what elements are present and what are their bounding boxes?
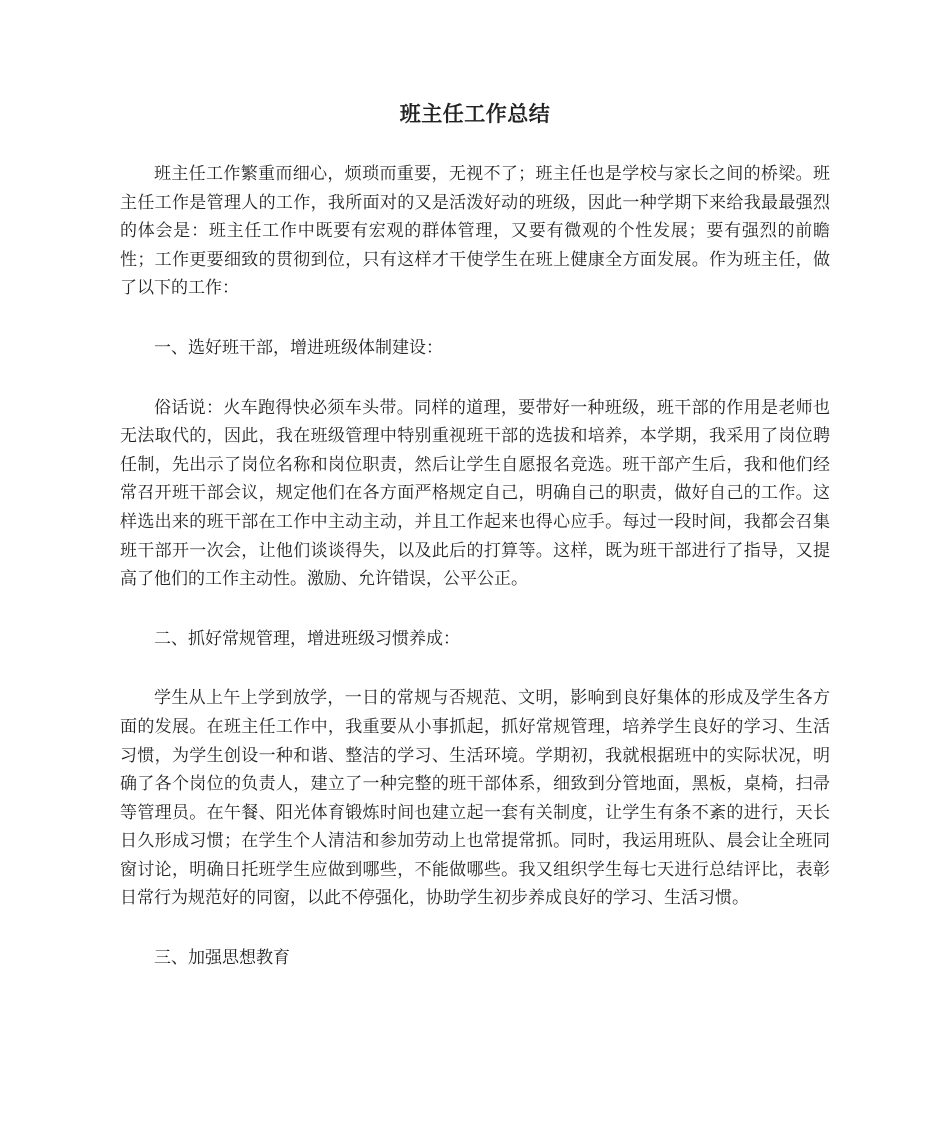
document-title: 班主任工作总结 — [399, 102, 551, 126]
section-body-2: 学生从上午上学到放学，一日的常规与否规范、文明，影响到良好集体的形成及学生各方面的发展。在班主任工作中，我重要从小事抓起，抓好常规管理，培养学生良好的学习、生活习惯，为学生创设一种和谐、整洁的学习、生活环境。学期初，我就根据班中的实际状况，明确了各个岗位的负责人，建立了一种完整的班干部体系，细致到分管地面，黑板，桌椅，扫帚等管理员。在午餐、阳光体育锻炼时间也建立起一套有关制度，让学生有条不紊的进行，天长日久形成习惯；在学生个人清洁和参加劳动上也常提常抓。同时，我运用班队、晨会让全班同窗讨论，明确日托班学生应做到哪些，不能做哪些。我又组织学生每七天进行总结评比，表彰日常行为规范好的同窗，以此不停强化，协助学生初步养成良好的学习、生活习惯。 — [120, 688, 830, 909]
intro-paragraph: 班主任工作繁重而细心，烦琐而重要，无视不了；班主任也是学校与家长之间的桥梁。班主任工作是管理人的工作，我所面对的又是活泼好动的班级，因此一种学期下来给我最最强烈的体会是：班主任工作中既要有宏观的群体管理，又要有微观的个性发展；要有强烈的前瞻性；工作更要细致的贯彻到位，只有这样才干使学生在班上健康全方面发展。作为班主任，做了以下的工作： — [120, 164, 830, 299]
section-body-1: 俗话说：火车跑得快必须车头带。同样的道理，要带好一种班级，班干部的作用是老师也无法取代的，因此，我在班级管理中特别重视班干部的选拔和培养，本学期，我采用了岗位聘任制，先出示了岗位名称和岗位职责，然后让学生自愿报名竞选。班干部产生后，我和他们经常召开班干部会议，规定他们在各方面严格规定自己，明确自己的职责，做好自己的工作。这样选出来的班干部在工作中主动主动，并且工作起来也得心应手。每过一段时间，我都会召集班干部开一次会，让他们谈谈得失，以及此后的打算等。这样，既为班干部进行了指导，又提高了他们的工作主动性。激励、允许错误，公平公正。 — [120, 397, 830, 590]
section-heading-1: 一、选好班干部，增进班级体制建设： — [154, 337, 443, 358]
document-body — [120, 98, 830, 973]
section-heading-3: 三、加强思想教育 — [154, 948, 290, 969]
section-heading-2: 二、抓好常规管理，增进班级习惯养成： — [154, 628, 460, 649]
